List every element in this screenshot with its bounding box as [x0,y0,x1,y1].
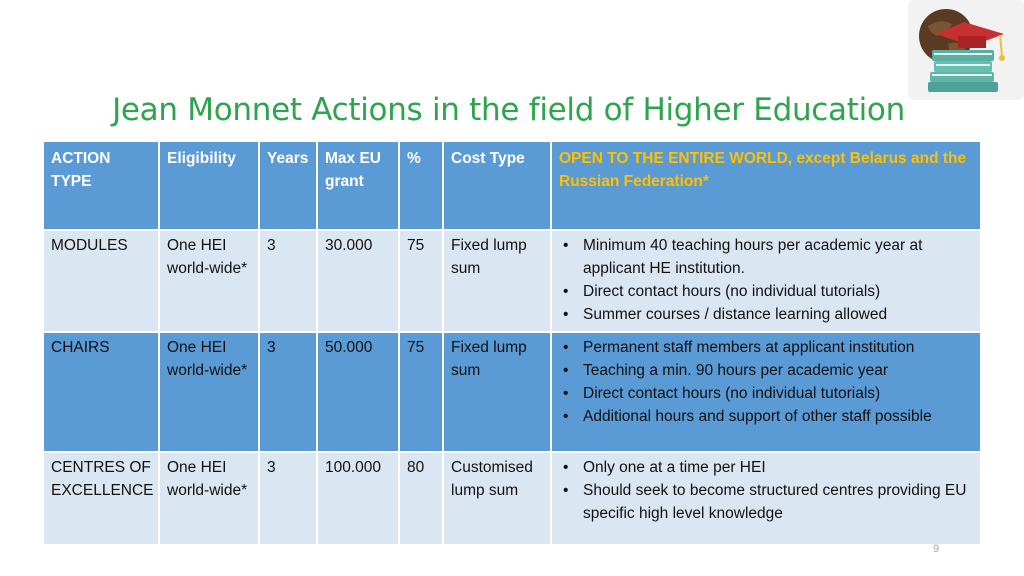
cell-percent: 75 [399,230,443,332]
cell-action-type: CHAIRS [43,332,159,452]
cell-details [551,452,981,545]
list-item: • Summer courses / distance learning allowed [583,303,973,326]
cell-details [551,332,981,452]
cell-cost-type: Customised lump sum [443,452,551,545]
jean-monnet-actions-table [42,140,982,546]
list-item: • Should seek to become structured centres providing EU specific high level knowledge [583,479,973,525]
list-item: • Only one at a time per HEI [583,456,973,479]
list-item: • Permanent staff members at applicant institution [583,336,973,359]
header-years: Years [259,141,317,230]
table-row-modules [43,230,981,332]
cell-percent: 80 [399,452,443,545]
table-row-centres-of-excellence [43,452,981,545]
cell-years: 3 [259,452,317,545]
list-item: • Teaching a min. 90 hours per academic year [583,359,973,382]
list-item: • Minimum 40 teaching hours per academic year at applicant HE institution. [583,234,973,280]
list-item: • Additional hours and support of other staff possible [583,405,973,428]
header-action-type: ACTION TYPE [43,141,159,230]
header-world-eligibility: OPEN TO THE ENTIRE WORLD, except Belarus and the Russian Federation* [551,141,981,230]
list-item: • Direct contact hours (no individual tutorials) [583,382,973,405]
details-list [559,234,973,326]
page-title: Jean Monnet Actions in the field of Higher Education [112,92,905,128]
cell-eligibility: One HEI world-wide* [159,452,259,545]
cell-action-type: CENTRES OF EXCELLENCE [43,452,159,545]
header-row [43,141,981,230]
header-max-eu-grant: Max EU grant [317,141,399,230]
details-list [559,336,973,428]
cell-details [551,230,981,332]
header-eligibility: Eligibility [159,141,259,230]
details-list [559,456,973,525]
cell-max-eu-grant: 100.000 [317,452,399,545]
header-cost-type: Cost Type [443,141,551,230]
cell-percent: 75 [399,332,443,452]
page-number: 9 [933,543,940,555]
cell-years: 3 [259,230,317,332]
cell-years: 3 [259,332,317,452]
table-row-chairs [43,332,981,452]
books-graduation-cap-logo [908,0,1024,100]
list-item: • Direct contact hours (no individual tutorials) [583,280,973,303]
books-graduation-cap-globe-icon [908,0,1024,100]
cell-max-eu-grant: 50.000 [317,332,399,452]
cell-action-type: MODULES [43,230,159,332]
cell-max-eu-grant: 30.000 [317,230,399,332]
cell-cost-type: Fixed lump sum [443,332,551,452]
cell-cost-type: Fixed lump sum [443,230,551,332]
header-percent: % [399,141,443,230]
cell-eligibility: One HEI world-wide* [159,230,259,332]
cell-eligibility: One HEI world-wide* [159,332,259,452]
